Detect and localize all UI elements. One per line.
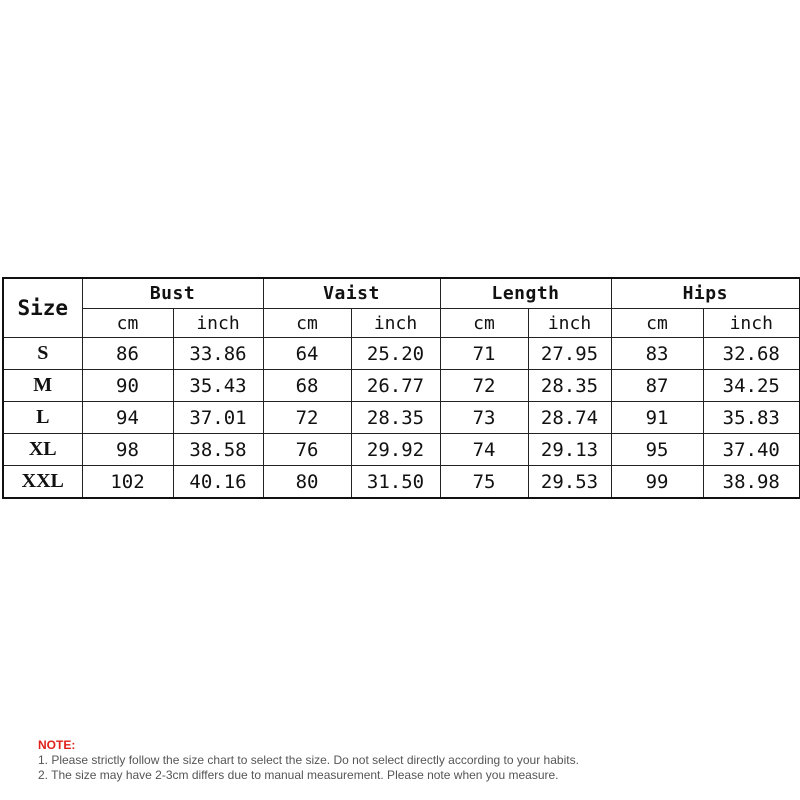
- bust-cm-cell: 90: [82, 370, 173, 402]
- unit-header-cm: cm: [263, 309, 351, 338]
- waist-cm-cell: 76: [263, 434, 351, 466]
- hips-cm-cell: 99: [611, 466, 703, 499]
- hips-inch-cell: 32.68: [703, 338, 800, 370]
- unit-header-inch: inch: [173, 309, 263, 338]
- table-row: [3, 402, 800, 434]
- waist-inch-cell: 25.20: [351, 338, 440, 370]
- waist-inch-cell: 26.77: [351, 370, 440, 402]
- length-cm-cell: 74: [440, 434, 528, 466]
- bust-inch-cell: 33.86: [173, 338, 263, 370]
- bust-header: Bust: [82, 278, 263, 309]
- hips-cm-cell: 95: [611, 434, 703, 466]
- waist-cm-cell: 68: [263, 370, 351, 402]
- hips-inch-cell: 38.98: [703, 466, 800, 499]
- unit-header-cm: cm: [82, 309, 173, 338]
- bust-inch-cell: 37.01: [173, 402, 263, 434]
- length-cm-cell: 75: [440, 466, 528, 499]
- size-cell: XL: [3, 434, 82, 466]
- length-cm-cell: 71: [440, 338, 528, 370]
- unit-header-inch: inch: [528, 309, 611, 338]
- note-title: NOTE:: [38, 738, 76, 752]
- hips-header: Hips: [611, 278, 800, 309]
- size-chart-table: [2, 277, 800, 499]
- waist-cm-cell: 64: [263, 338, 351, 370]
- waist-inch-cell: 31.50: [351, 466, 440, 499]
- length-inch-cell: 28.74: [528, 402, 611, 434]
- size-cell: S: [3, 338, 82, 370]
- note-line-2: 2. The size may have 2-3cm differs due to manual measurement. Please note when you measure.: [38, 768, 559, 782]
- waist-cm-cell: 80: [263, 466, 351, 499]
- unit-header-inch: inch: [351, 309, 440, 338]
- table-row: [3, 434, 800, 466]
- hips-cm-cell: 91: [611, 402, 703, 434]
- length-inch-cell: 27.95: [528, 338, 611, 370]
- hips-cm-cell: 83: [611, 338, 703, 370]
- size-cell: XXL: [3, 466, 82, 499]
- bust-inch-cell: 35.43: [173, 370, 263, 402]
- length-cm-cell: 72: [440, 370, 528, 402]
- length-inch-cell: 29.53: [528, 466, 611, 499]
- waist-header: Vaist: [263, 278, 440, 309]
- bust-cm-cell: 94: [82, 402, 173, 434]
- waist-inch-cell: 29.92: [351, 434, 440, 466]
- group-header-row: [3, 278, 800, 309]
- bust-inch-cell: 38.58: [173, 434, 263, 466]
- table-row: [3, 370, 800, 402]
- unit-header-cm: cm: [611, 309, 703, 338]
- size-column-header: Size: [3, 278, 82, 338]
- hips-cm-cell: 87: [611, 370, 703, 402]
- length-inch-cell: 29.13: [528, 434, 611, 466]
- hips-inch-cell: 35.83: [703, 402, 800, 434]
- table-row: [3, 466, 800, 499]
- unit-header-cm: cm: [440, 309, 528, 338]
- table-row: [3, 338, 800, 370]
- unit-header-row: [3, 309, 800, 338]
- hips-inch-cell: 34.25: [703, 370, 800, 402]
- bust-cm-cell: 98: [82, 434, 173, 466]
- waist-cm-cell: 72: [263, 402, 351, 434]
- length-inch-cell: 28.35: [528, 370, 611, 402]
- bust-cm-cell: 102: [82, 466, 173, 499]
- size-cell: M: [3, 370, 82, 402]
- size-note: [38, 738, 778, 783]
- length-cm-cell: 73: [440, 402, 528, 434]
- bust-inch-cell: 40.16: [173, 466, 263, 499]
- hips-inch-cell: 37.40: [703, 434, 800, 466]
- note-line-1: 1. Please strictly follow the size chart to select the size. Do not select directly according to your habits.: [38, 753, 579, 767]
- unit-header-inch: inch: [703, 309, 800, 338]
- size-cell: L: [3, 402, 82, 434]
- length-header: Length: [440, 278, 611, 309]
- bust-cm-cell: 86: [82, 338, 173, 370]
- waist-inch-cell: 28.35: [351, 402, 440, 434]
